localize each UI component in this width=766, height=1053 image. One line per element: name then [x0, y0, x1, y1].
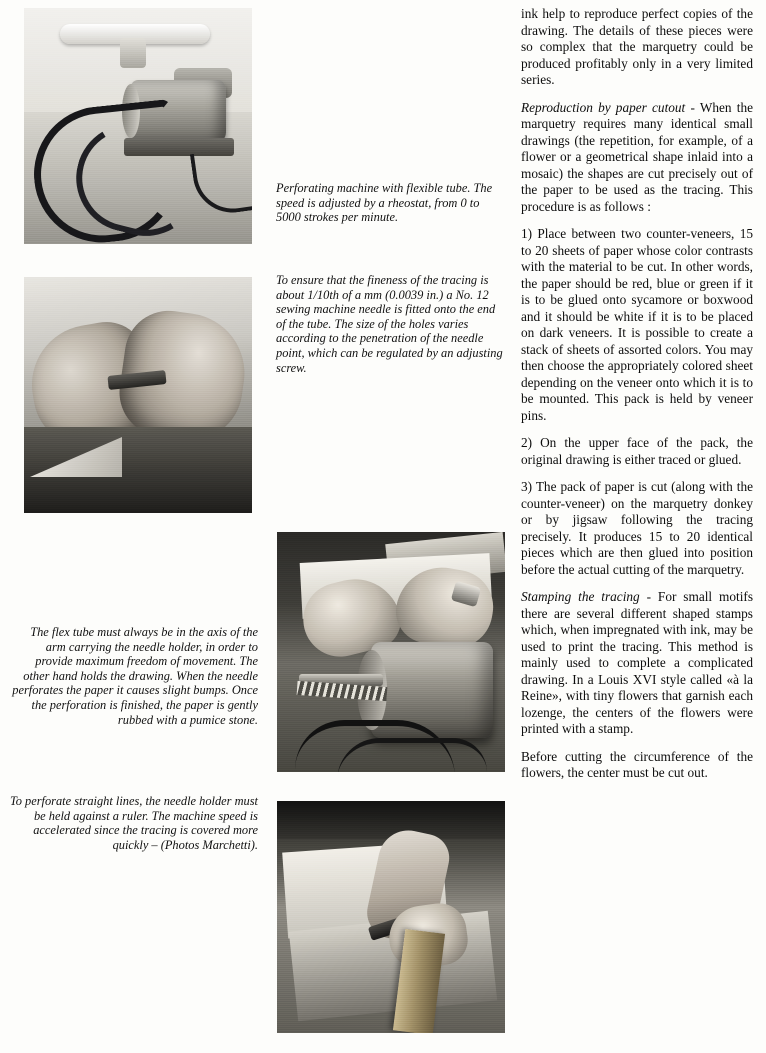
paragraph-closing: Before cutting the circumference of the flowers, the center must be cut out.	[521, 748, 753, 780]
photo-content	[277, 532, 505, 772]
caption-needle-fineness: To ensure that the fineness of the tracing is about 1/10th of a mm (0.0039 in.) a No. 12 sewing machine needle is fitted onto the end of the tube. The size of the holes varies according to the penetration of the needle point, which can be regulated by an adjusting screw.	[276, 273, 503, 375]
caption-perforating-machine: Perforating machine with flexible tube. The speed is adjusted by a rheostat, from 0 to 5000 strokes per minute.	[276, 181, 493, 225]
heading-reproduction-by-paper-cutout: Reproduction by paper cutout	[521, 99, 686, 115]
perforating-machine-photo	[24, 8, 252, 244]
photo-top-shadow	[277, 801, 505, 839]
cable-secondary-shape	[337, 738, 487, 772]
paper-cutout-intro-text: - When the marquetry requires many identical small drawings (the repetition, for example, of a flower or a geometrical shape inlaid into a mosaic) the shapes are cut precisely out of the paper to be used as the tracing. This procedure is as follows :	[521, 99, 754, 214]
paragraph-continued: ink help to reproduce perfect copies of the drawing. The details of these pieces were so complex that the marquetry could be produced profitably only in a very limited series.	[521, 6, 753, 87]
bench-fitting-shape	[120, 38, 146, 68]
right-column-body-text	[521, 6, 753, 793]
caption-flex-tube: The flex tube must always be in the axis of the arm carrying the needle holder, in order to provide maximum freedom of movement. The other hand holds the drawing. When the needle perforates the paper it causes slight bumps. Once the perforation is finished, the paper is gently rubbed with a pumice stone.	[12, 625, 258, 727]
photo-content	[24, 8, 252, 244]
paragraph-step-2: 2) On the upper face of the pack, the original drawing is either traced or glued.	[521, 435, 753, 467]
paragraph-stamping-the-tracing	[521, 589, 753, 738]
ruler-guided-perforation-photo	[277, 801, 505, 1033]
photo-content	[24, 277, 252, 513]
caption-straight-lines: To perforate straight lines, the needle holder must be held against a ruler. The machine speed is accelerated since the tracing is covered more quickly – (Photos Marchetti).	[9, 794, 258, 852]
paragraph-step-3: 3) The pack of paper is cut (along with the counter-veneer) on the marquetry donkey or by jigsaw following the tracing precisely. It produces 15 to 20 identical pieces which are then glued into position before the actual cutting of the marquetry.	[521, 479, 753, 577]
needle-fitting-photo	[24, 277, 252, 513]
heading-stamping-the-tracing: Stamping the tracing	[521, 589, 640, 604]
perforating-tracing-photo	[277, 532, 505, 772]
paragraph-step-1: 1) Place between two counter-veneers, 15 to 20 sheets of paper whose color contrasts with the material to be cut. In other words, the paper should be red, blue or green if it is to be glued onto sycamore or boxwood and it should be white if it is to be placed on dark veneers. It is possible to create a stack of sheets of assorted colors. You may then choose the appropriately colored sheet depending on the veneer onto which it is to be mounted. This pack is held by veneer pins.	[521, 226, 753, 423]
stamping-text: - For small motifs there are several different shaped stamps which, when impregnated with ink, may be used to print the tracing. This method is mainly used to complete a complicated drawing. In a Louis XVI style called «à la Reine», with tiny flowers that garnish each lozenge, the centers of the flowers were printed with a stamp.	[521, 589, 753, 736]
paragraph-paper-cutout-intro	[521, 100, 753, 216]
photo-content	[277, 801, 505, 1033]
